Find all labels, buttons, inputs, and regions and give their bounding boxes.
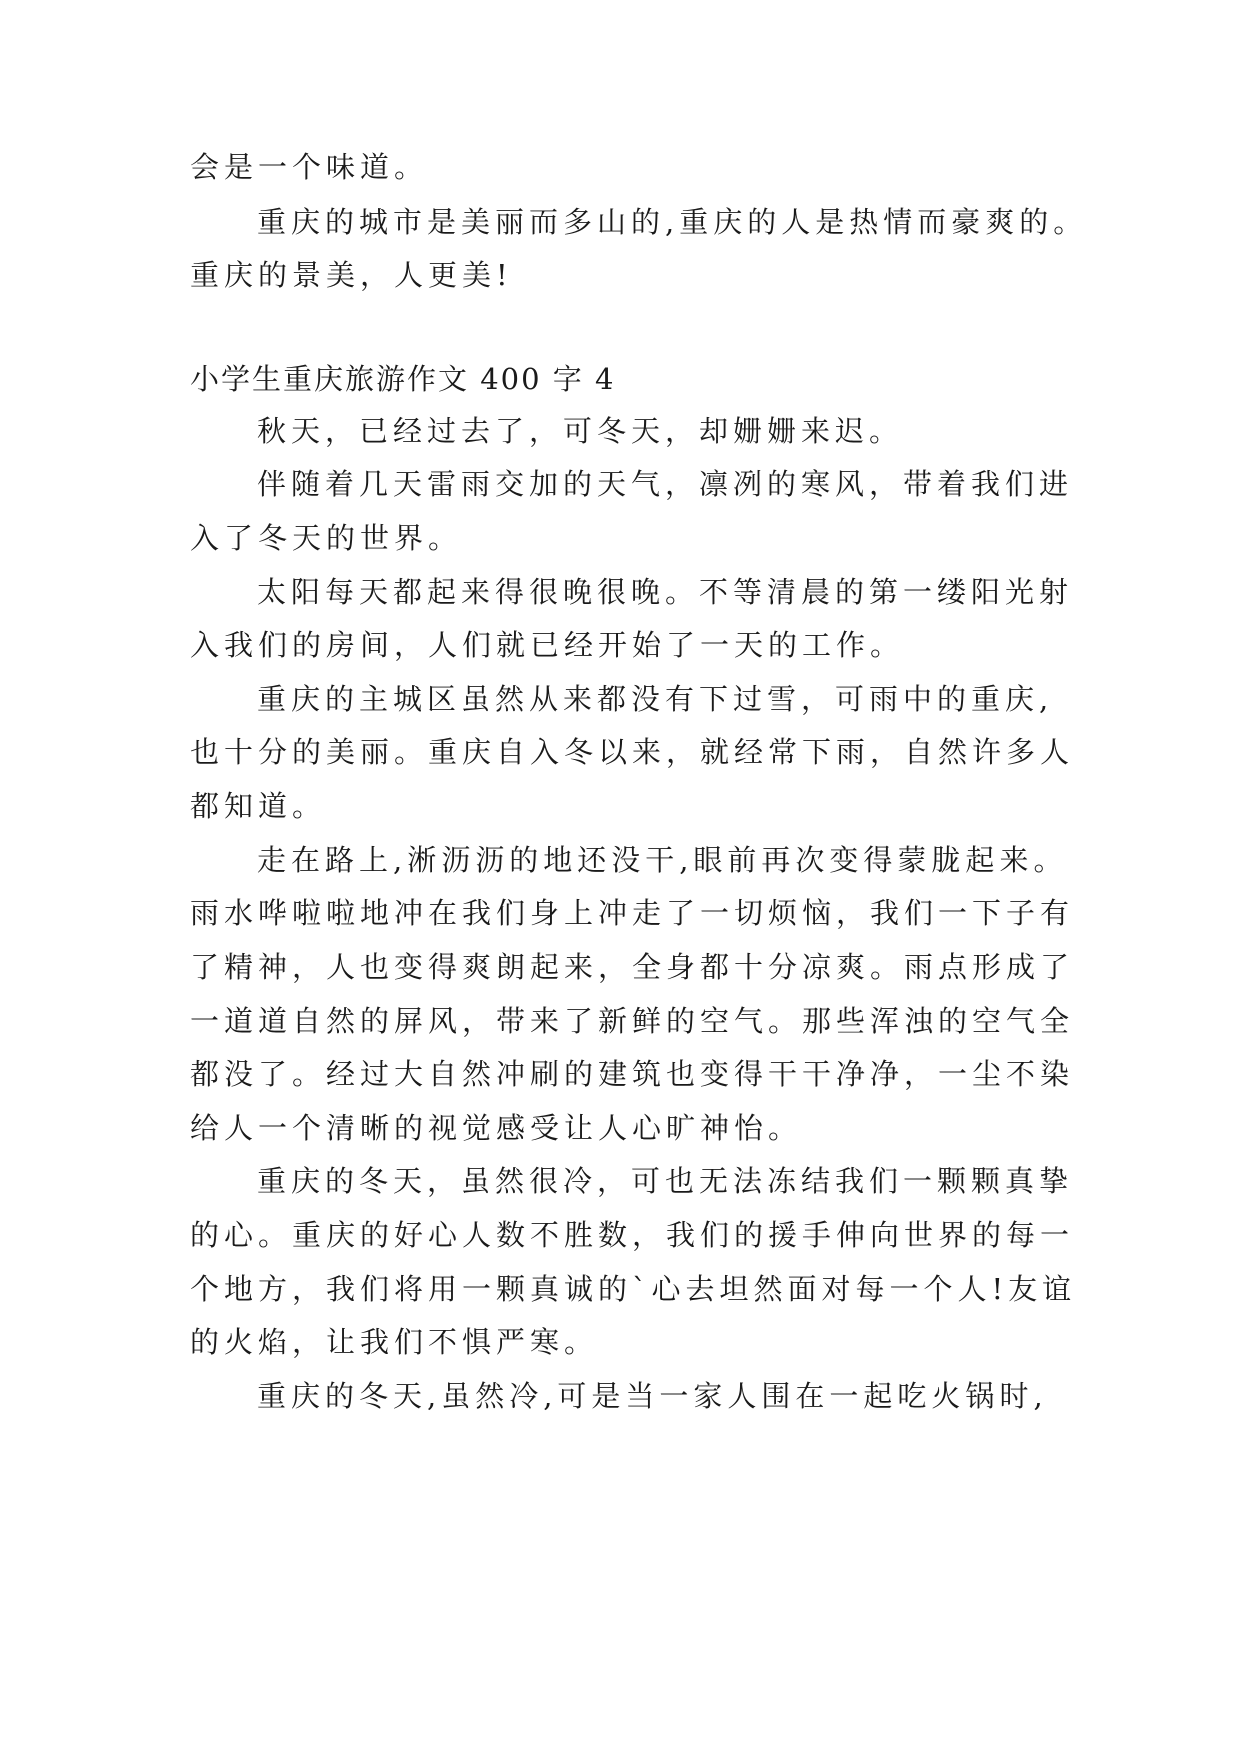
paragraph-line: 重庆的冬天，虽然很冷，可也无法冻结我们一颗颗真挚 <box>257 1164 1074 1198</box>
paragraph-line: 都没了。经过大自然冲刷的建筑也变得干干净净，一尘不染 <box>190 1057 1075 1091</box>
paragraph-line: 入我们的房间，人们就已经开始了一天的工作。 <box>190 628 905 662</box>
paragraph-line: 一道道自然的屏风，带来了新鲜的空气。那些浑浊的空气全 <box>190 1004 1075 1038</box>
paragraph-line: 的火焰，让我们不惧严寒。 <box>190 1325 599 1359</box>
essay-title: 小学生重庆旅游作文 400 字 4 <box>190 362 616 396</box>
paragraph-line: 也十分的美丽。重庆自入冬以来，就经常下雨，自然许多人 <box>190 735 1075 769</box>
paragraph-line: 重庆的城市是美丽而多山的,重庆的人是热情而豪爽的。 <box>257 205 1088 239</box>
paragraph-line: 重庆的景美，人更美! <box>190 258 513 292</box>
paragraph-line: 走在路上,淅沥沥的地还没干,眼前再次变得蒙胧起来。 <box>257 843 1068 877</box>
paragraph-line: 个地方，我们将用一颗真诚的`心去坦然面对每一个人!友谊 <box>190 1272 1077 1306</box>
paragraph-line: 都知道。 <box>190 789 327 823</box>
paragraph-line: 秋天，已经过去了，可冬天，却姗姗来迟。 <box>257 414 904 448</box>
paragraph-line: 的心。重庆的好心人数不胜数，我们的援手伸向世界的每一 <box>190 1218 1075 1252</box>
paragraph-line: 给人一个清晰的视觉感受让人心旷神怡。 <box>190 1111 803 1145</box>
paragraph-line: 会是一个味道。 <box>190 150 429 184</box>
paragraph-line: 雨水哗啦啦地冲在我们身上冲走了一切烦恼，我们一下子有 <box>190 896 1075 930</box>
paragraph-line: 重庆的冬天,虽然冷,可是当一家人围在一起吃火锅时, <box>257 1379 1048 1413</box>
paragraph-line: 伴随着几天雷雨交加的天气，凛冽的寒风，带着我们进 <box>257 467 1074 501</box>
paragraph-line: 入了冬天的世界。 <box>190 521 463 555</box>
paragraph-line: 太阳每天都起来得很晚很晚。不等清晨的第一缕阳光射 <box>257 575 1074 609</box>
paragraph-line: 重庆的主城区虽然从来都没有下过雪，可雨中的重庆, <box>257 682 1054 716</box>
paragraph-line: 了精神，人也变得爽朗起来，全身都十分凉爽。雨点形成了 <box>190 950 1075 984</box>
